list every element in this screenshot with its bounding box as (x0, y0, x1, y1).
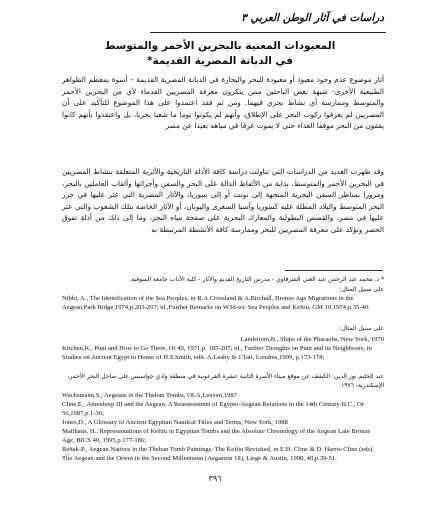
footnote-author: * د. محمد عبد الرحمن عبد الغني الشرقاوي - مدرس التاريخ القديم والآثار - كلية الآداب جامعة المنوفية. (129, 276, 384, 283)
footnote-3-ref-2: Cline,E., Amenhotp III and the Aegean. A Reassessment of Egypto-Aegean Relations in the 14th Century B.C., Or 56,1987,p.1-36; (62, 401, 364, 417)
footnote-2-ref-1: Landstrom,B., Ships of the Pharaohs, New York, 1970 (240, 336, 384, 343)
running-header (150, 10, 386, 33)
footnote-3-ref-1: Wachsmann,S., Aegeans in the Theban Tombs, OLA,Leuven,1987 (62, 392, 237, 399)
footnote-3-ref-4: Matthaus, H., Representations of Keftiu in Egyptian Tombs and the Absolute Chronology of the Aegean Late Bronze Age, BICS 40, 1995,p.177-186; (62, 428, 371, 444)
footnote-3-ref-3: Jones,D., A Glossary of Ancient Egyptian Nautical Titles and Terms, New York, 1988 (62, 419, 288, 426)
footnote-separator (285, 270, 383, 271)
footnote-2-ref-2: Kitchen,K., Punt and How to Go There, Or 40, 1971,p. 185-207; id., Further Thoughts on Punt and its Neighbours, in Studies on Ancient Egypt in Honor of H.S.Smith, edit. A.Leahy & J.Tait, Londres,1999, p.173-178; (62, 345, 372, 361)
footnote-3-ref-5: Rehak-P., Aegean Natives in the Theban Tomb Paintings: The Keftiu Revisited, in E.H. Cline & D. Harris-Cline (eds), The Aegean and the Orient in the Second Millennium (Aegaeum 18), Liege & Austin, 1998, 40,p.39-51. (62, 446, 374, 462)
footnote-1-ref: Nibbi, A., The Identification of the Sea Peoples, in R.A.Crossland & A.Birchall, Bronze Age Migrations in the Aegean,Park Ridge,1974,p.203-207; id.,Further Remarks on W3d-wr. Sea Peoples and Keftiu, GM 10,1974,p.35-40. (62, 295, 370, 311)
footnote-1-label: على سبيل المثال: (339, 286, 384, 293)
paragraph-2: وقد ظهرت العديد من الدراسات التي تناولت دراسة كافة الأدلة التاريخية والأثرية المتعلقة بنشاط المصريين في البحرين الأحمر والمتوسط، بداية من الألفاظ الدالة على البحر والسفن وأجزائها وألقاب العاملين بالبحر، ومرورا بمناظر السفن البحرية المتجهة إلى بونت أو إلى سوريا، والآثار المصرية التي عثر عليها في جزر البحر المتوسط والبلاد المطلة عليه كسوريا وآسيا الصغرى واليونان، أو الآثار الخاصة بتلك الشعوب والتي عثر عليها في مصر، والقصص البطولية والمعارك البحرية على صفحة مياه البحر، وما إلى ذلك من أدلة تفوق الحصر وتؤكد على معرفة المصريين للبحر وممارسة كافة الأنشطة المرتبطة به (62, 167, 384, 234)
article-title: المعبودات المعنية بالبحرين الأحمر والمتوسط (104, 40, 336, 52)
page-number: ٣٩٦ (208, 474, 222, 483)
article-subtitle: في الديانة المصرية القديمة* (146, 55, 294, 67)
footnote-2-label: على سبيل المثال: (339, 325, 384, 332)
paragraph-1: أثار موضوع عدم وجود معبود أو معبودة للبحر والبحارة في الديانة المصرية القديمة – أسوة بمعظم الظواهر الطبيعية الأخرى- شبهة بعض الباحثين ممن ينكرون معرفة المصريين القدماء لأي من البحرين الأحمر والمتوسط وممارسة أي نشاط بحري فيهما. ومن ثم فقد اعتمدوا على هذا الموضوع للتأكيد على أن المصريين لم يعرفوا ركوب البحر على الإطلاق، وأنهم لم يكونوا يوما ما شعبا بحريا، بل واعتقدوا بأنهم كانوا يقفون من البحر موقفا العداء حتى لا يموت غرقا في مياهه بعيدا عن مصر (62, 75, 384, 130)
footnote-2-arabic-ref: عبد الحليم نور الدين: الكشف عن موقع ميناء الأسرة الثانية عشرة الفرعونية في منطقة وادي جواسيس على ساحل البحر الأحمر، الإسكندرية، ١٩٧٦. (67, 373, 384, 389)
running-header-text: دراسات في آثار الوطن العربي ٣ (241, 12, 384, 24)
